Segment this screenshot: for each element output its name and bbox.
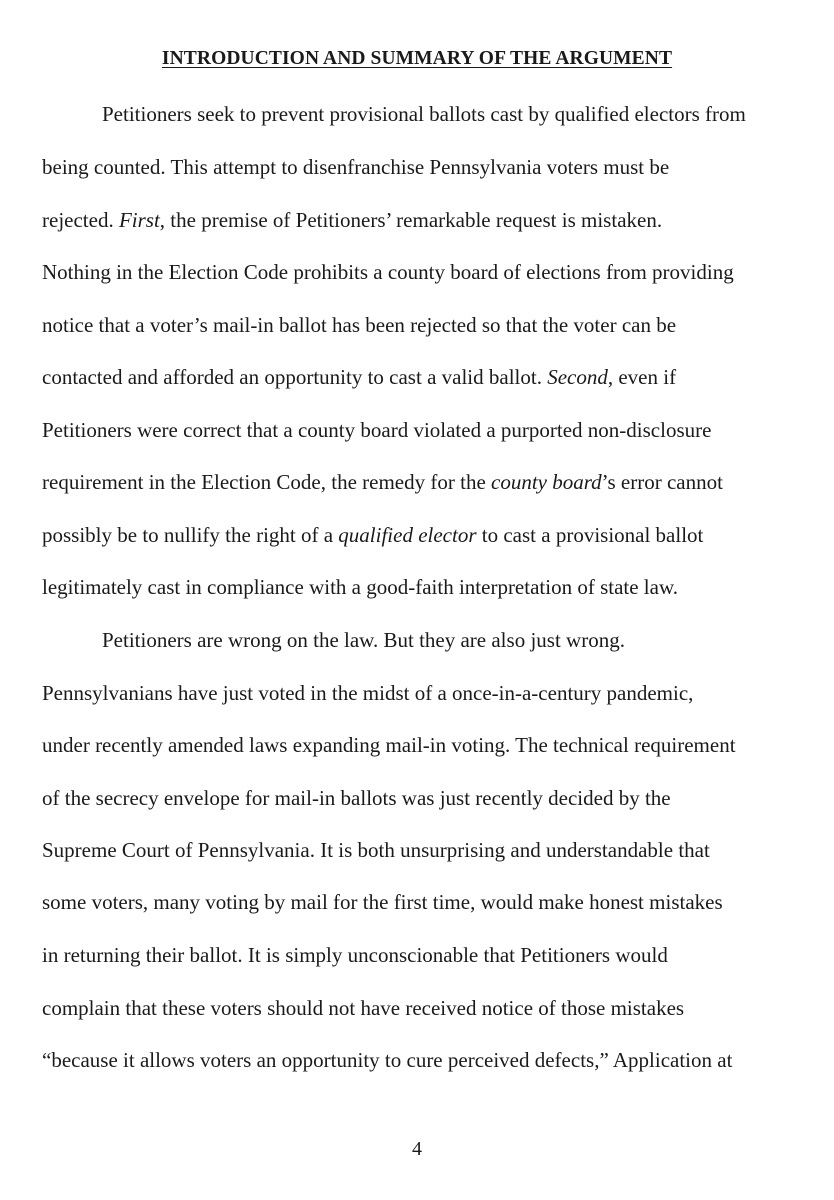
text-segment: ’s error cannot (601, 470, 723, 494)
text-segment: Nothing in the Election Code prohibits a county board of elections from providing (42, 260, 734, 284)
text-line (42, 785, 671, 811)
text-segment: Petitioners seek to prevent provisional ballots cast by qualified electors from (102, 102, 746, 126)
text-line (42, 154, 669, 180)
text-segment: contacted and afforded an opportunity to cast a valid ballot. (42, 365, 548, 389)
text-line (42, 522, 703, 548)
italic-text: qualified elector (338, 523, 477, 547)
text-segment: under recently amended laws expanding mail-in voting. The technical requirement (42, 733, 736, 757)
text-segment: Petitioners are wrong on the law. But they are also just wrong. (102, 628, 625, 652)
text-segment: , even if (607, 365, 677, 389)
text-segment: Pennsylvanians have just voted in the midst of a once-in-a-century pandemic, (42, 681, 694, 705)
text-segment: complain that these voters should not have received notice of those mistakes (42, 996, 685, 1020)
text-line (42, 574, 678, 600)
text-segment: , the premise of Petitioners’ remarkable request is mistaken. (159, 208, 663, 232)
text-segment: some voters, many voting by mail for the first time, would make honest mistakes (42, 890, 723, 914)
italic-text: First (118, 208, 160, 232)
text-line (42, 1047, 732, 1073)
text-line (42, 732, 736, 758)
text-line (42, 364, 676, 390)
text-line (42, 995, 684, 1021)
section-heading: INTRODUCTION AND SUMMARY OF THE ARGUMENT (161, 48, 673, 69)
text-segment: notice that a voter’s mail-in ballot has been rejected so that the voter can be (42, 313, 677, 337)
text-line (42, 837, 710, 863)
text-segment: being counted. This attempt to disenfranchise Pennsylvania voters must be (42, 155, 670, 179)
text-line (102, 627, 625, 653)
text-segment: requirement in the Election Code, the remedy for the (42, 470, 492, 494)
text-segment: “because it allows voters an opportunity to cure perceived defects,” Application at (42, 1048, 733, 1072)
text-line (42, 680, 693, 706)
text-segment: legitimately cast in compliance with a good-faith interpretation of state law. (42, 575, 679, 599)
italic-text: county board (491, 470, 602, 494)
text-line (42, 942, 668, 968)
text-segment: in returning their ballot. It is simply unconscionable that Petitioners would (42, 943, 668, 967)
page-number: 4 (412, 1138, 422, 1160)
text-segment: possibly be to nullify the right of a (42, 523, 339, 547)
text-segment: to cast a provisional ballot (476, 523, 704, 547)
text-segment: Supreme Court of Pennsylvania. It is both unsurprising and understandable that (42, 838, 710, 862)
text-line (42, 417, 711, 443)
text-segment: Petitioners were correct that a county board violated a purported non-disclosure (42, 418, 712, 442)
text-line (42, 469, 723, 495)
text-line (102, 101, 746, 127)
italic-text: Second (547, 365, 608, 389)
text-segment: rejected. (42, 208, 119, 232)
text-line (42, 259, 734, 285)
text-line (42, 889, 723, 915)
text-line (42, 312, 676, 338)
text-segment: of the secrecy envelope for mail-in ballots was just recently decided by the (42, 786, 671, 810)
text-line (42, 207, 662, 233)
